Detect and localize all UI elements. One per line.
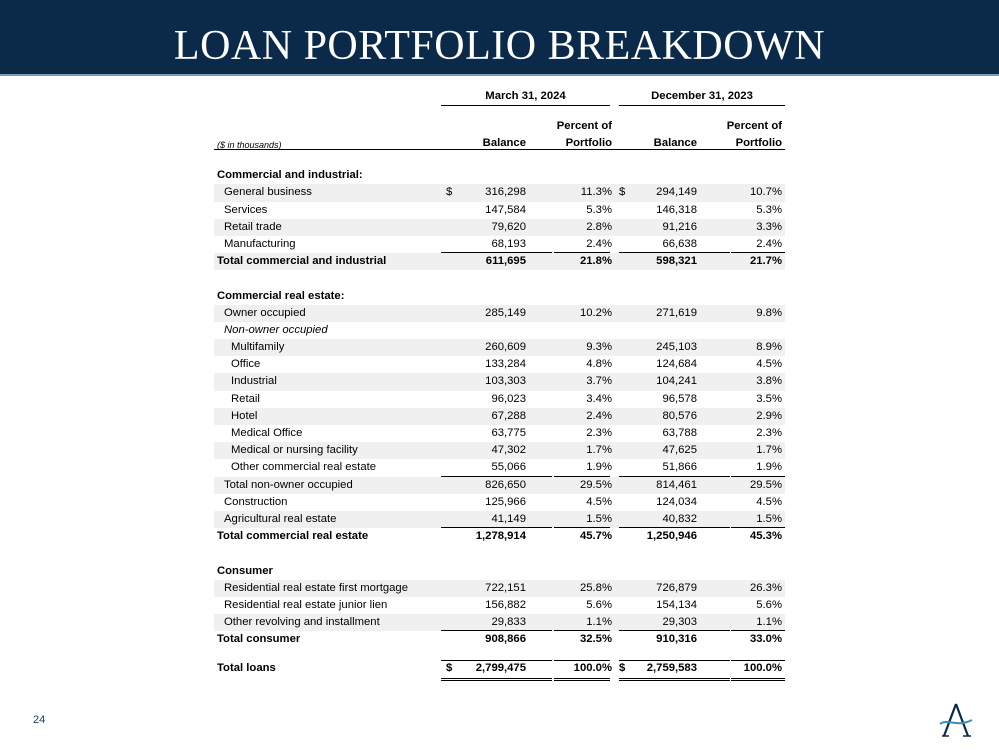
row-label: Multifamily xyxy=(231,341,285,354)
percent-december-2023: 5.3% xyxy=(756,203,782,216)
row-label: Medical Office xyxy=(231,427,303,439)
balance-march-2024: 1,278,914 xyxy=(475,530,526,543)
table-row xyxy=(214,253,785,270)
balance-march-2024: 29,833 xyxy=(491,616,526,629)
subsection-heading: Non-owner occupied xyxy=(224,323,328,336)
percent-december-2023: 9.8% xyxy=(756,306,782,319)
units-note: ($ in thousands) xyxy=(217,140,282,150)
table-row xyxy=(214,528,785,545)
table-row xyxy=(214,442,785,459)
percent-header-line2-p1: Portfolio xyxy=(565,137,612,149)
table-row xyxy=(214,494,785,511)
row-label: Services xyxy=(224,203,268,216)
period-march-2024: March 31, 2024 xyxy=(441,88,610,106)
dollar-sign: $ xyxy=(446,186,453,199)
percent-march-2024: 2.8% xyxy=(586,220,612,233)
row-label: Retail trade xyxy=(224,220,282,233)
row-label: Manufacturing xyxy=(224,237,296,250)
table-row xyxy=(214,219,785,236)
balance-december-2023: 91,216 xyxy=(662,220,697,233)
table-row xyxy=(214,202,785,219)
table-header xyxy=(214,88,785,150)
balance-march-2024: 2,799,475 xyxy=(475,662,526,675)
balance-december-2023: 29,303 xyxy=(662,616,697,629)
table-row xyxy=(214,511,785,528)
balance-march-2024: 908,866 xyxy=(485,633,526,646)
balance-december-2023: 66,638 xyxy=(662,237,697,250)
loan-portfolio-table xyxy=(214,88,785,678)
percent-march-2024: 2.4% xyxy=(586,409,612,422)
percent-header-line1-p1: Percent of xyxy=(556,120,612,132)
balance-december-2023: 51,866 xyxy=(662,461,697,474)
row-label: Total consumer xyxy=(217,633,301,646)
percent-march-2024: 45.7% xyxy=(579,530,612,543)
percent-march-2024: 1.7% xyxy=(586,444,612,457)
percent-december-2023: 1.9% xyxy=(756,461,782,474)
row-label: Industrial xyxy=(231,375,277,388)
title-banner xyxy=(0,0,999,76)
balance-march-2024: 611,695 xyxy=(485,255,526,268)
percent-december-2023: 2.9% xyxy=(756,409,782,422)
percent-march-2024: 3.4% xyxy=(586,392,612,405)
percent-march-2024: 9.3% xyxy=(586,341,612,354)
percent-december-2023: 4.5% xyxy=(756,495,782,508)
period-december-2023: December 31, 2023 xyxy=(619,88,785,106)
percent-march-2024: 2.4% xyxy=(586,237,612,250)
percent-march-2024: 21.8% xyxy=(579,255,612,268)
table-row xyxy=(214,597,785,614)
balance-header-p1: Balance xyxy=(482,137,526,149)
percent-december-2023: 3.5% xyxy=(756,392,782,405)
percent-december-2023: 3.8% xyxy=(756,375,782,388)
percent-december-2023: 2.3% xyxy=(756,427,782,439)
balance-december-2023: 63,788 xyxy=(662,427,697,439)
table-row xyxy=(214,373,785,390)
balance-march-2024: 156,882 xyxy=(485,598,526,611)
table-row xyxy=(214,339,785,356)
balance-december-2023: 124,684 xyxy=(656,358,697,371)
dollar-sign: $ xyxy=(446,662,453,675)
percent-march-2024: 3.7% xyxy=(586,375,612,388)
section-heading: Consumer xyxy=(217,564,273,577)
row-label: Other commercial real estate xyxy=(231,461,377,474)
balance-december-2023: 726,879 xyxy=(656,581,697,594)
page-title: LOAN PORTFOLIO BREAKDOWN xyxy=(173,23,826,69)
balance-december-2023: 910,316 xyxy=(656,633,697,646)
percent-march-2024: 4.5% xyxy=(586,495,612,508)
balance-march-2024: 68,193 xyxy=(491,237,526,250)
row-label: Owner occupied xyxy=(224,306,306,319)
balance-december-2023: 47,625 xyxy=(662,444,697,457)
percent-december-2023: 1.1% xyxy=(756,616,782,629)
percent-december-2023: 26.3% xyxy=(749,581,782,594)
row-label: Office xyxy=(231,358,261,371)
percent-december-2023: 10.7% xyxy=(749,186,782,199)
percent-december-2023: 1.7% xyxy=(756,444,782,457)
percent-december-2023: 29.5% xyxy=(749,478,782,491)
balance-march-2024: 147,584 xyxy=(485,203,526,216)
balance-december-2023: 146,318 xyxy=(656,203,697,216)
balance-header-p2: Balance xyxy=(653,137,697,149)
percent-december-2023: 1.5% xyxy=(756,512,782,525)
company-logo-a-icon xyxy=(938,700,974,740)
table-row xyxy=(214,459,785,476)
table-row xyxy=(214,614,785,631)
balance-march-2024: 285,149 xyxy=(485,306,526,319)
row-label: Agricultural real estate xyxy=(224,512,337,525)
balance-march-2024: 133,284 xyxy=(485,358,526,371)
balance-march-2024: 47,302 xyxy=(491,444,526,457)
table-row xyxy=(214,660,785,677)
row-label: Total commercial real estate xyxy=(217,530,369,543)
table-row xyxy=(214,305,785,322)
row-label: Other revolving and installment xyxy=(224,616,380,629)
percent-march-2024: 1.1% xyxy=(586,616,612,629)
percent-december-2023: 45.3% xyxy=(749,530,782,543)
row-label: Residential real estate first mortgage xyxy=(224,581,408,594)
row-label: Medical or nursing facility xyxy=(231,444,358,457)
row-label: Residential real estate junior lien xyxy=(224,598,388,611)
row-label: Total loans xyxy=(217,662,276,675)
table-row xyxy=(214,184,785,201)
percent-march-2024: 10.2% xyxy=(579,306,612,319)
dollar-sign: $ xyxy=(619,662,626,675)
balance-march-2024: 41,149 xyxy=(491,512,526,525)
row-label: Total commercial and industrial xyxy=(217,255,387,268)
percent-december-2023: 4.5% xyxy=(756,358,782,371)
balance-march-2024: 316,298 xyxy=(485,186,526,199)
table-row xyxy=(214,408,785,425)
balance-december-2023: 104,241 xyxy=(656,375,697,388)
balance-december-2023: 124,034 xyxy=(656,495,697,508)
percent-header-line2-p2: Portfolio xyxy=(735,137,782,149)
percent-december-2023: 21.7% xyxy=(749,255,782,268)
dollar-sign: $ xyxy=(619,186,626,199)
balance-december-2023: 1,250,946 xyxy=(646,530,697,543)
balance-december-2023: 598,321 xyxy=(656,255,697,268)
table-row xyxy=(214,477,785,494)
balance-december-2023: 2,759,583 xyxy=(646,662,697,675)
row-label: Construction xyxy=(224,495,288,508)
balance-december-2023: 80,576 xyxy=(662,409,697,422)
balance-december-2023: 40,832 xyxy=(662,512,697,525)
row-label: Hotel xyxy=(231,409,258,422)
percent-march-2024: 1.9% xyxy=(586,461,612,474)
percent-header-line1-p2: Percent of xyxy=(726,120,782,132)
percent-march-2024: 29.5% xyxy=(579,478,612,491)
page-number: 24 xyxy=(33,714,46,726)
percent-march-2024: 2.3% xyxy=(586,427,612,439)
balance-march-2024: 722,151 xyxy=(485,581,526,594)
section-heading: Commercial and industrial: xyxy=(217,169,363,182)
percent-december-2023: 100.0% xyxy=(743,662,782,675)
balance-december-2023: 294,149 xyxy=(656,186,697,199)
row-label: Total non-owner occupied xyxy=(224,478,353,491)
balance-december-2023: 245,103 xyxy=(656,341,697,354)
percent-december-2023: 2.4% xyxy=(756,237,782,250)
percent-march-2024: 4.8% xyxy=(586,358,612,371)
percent-march-2024: 100.0% xyxy=(573,662,612,675)
section-heading: Commercial real estate: xyxy=(217,289,345,302)
balance-december-2023: 271,619 xyxy=(656,306,697,319)
balance-december-2023: 814,461 xyxy=(656,478,697,491)
percent-march-2024: 5.3% xyxy=(586,203,612,216)
row-label: General business xyxy=(224,186,312,199)
percent-march-2024: 1.5% xyxy=(586,512,612,525)
table-row xyxy=(214,356,785,373)
percent-march-2024: 11.3% xyxy=(580,186,612,199)
balance-december-2023: 154,134 xyxy=(656,598,697,611)
table-row xyxy=(214,236,785,253)
balance-march-2024: 96,023 xyxy=(491,392,526,405)
balance-december-2023: 96,578 xyxy=(662,392,697,405)
balance-march-2024: 125,966 xyxy=(485,495,526,508)
percent-march-2024: 32.5% xyxy=(579,633,612,646)
table-row xyxy=(214,631,785,648)
percent-december-2023: 8.9% xyxy=(756,341,782,354)
balance-march-2024: 63,775 xyxy=(491,427,526,439)
percent-december-2023: 33.0% xyxy=(749,633,782,646)
percent-march-2024: 5.6% xyxy=(586,598,612,611)
percent-march-2024: 25.8% xyxy=(579,581,612,594)
table-row xyxy=(214,425,785,442)
row-label: Retail xyxy=(231,392,260,405)
balance-march-2024: 103,303 xyxy=(485,375,526,388)
table-row xyxy=(214,391,785,408)
balance-march-2024: 67,288 xyxy=(491,409,526,422)
balance-march-2024: 260,609 xyxy=(485,341,526,354)
balance-march-2024: 79,620 xyxy=(491,220,526,233)
percent-december-2023: 5.6% xyxy=(756,598,782,611)
table-row xyxy=(214,580,785,597)
balance-march-2024: 55,066 xyxy=(491,461,526,474)
balance-march-2024: 826,650 xyxy=(485,478,526,491)
percent-december-2023: 3.3% xyxy=(756,220,782,233)
